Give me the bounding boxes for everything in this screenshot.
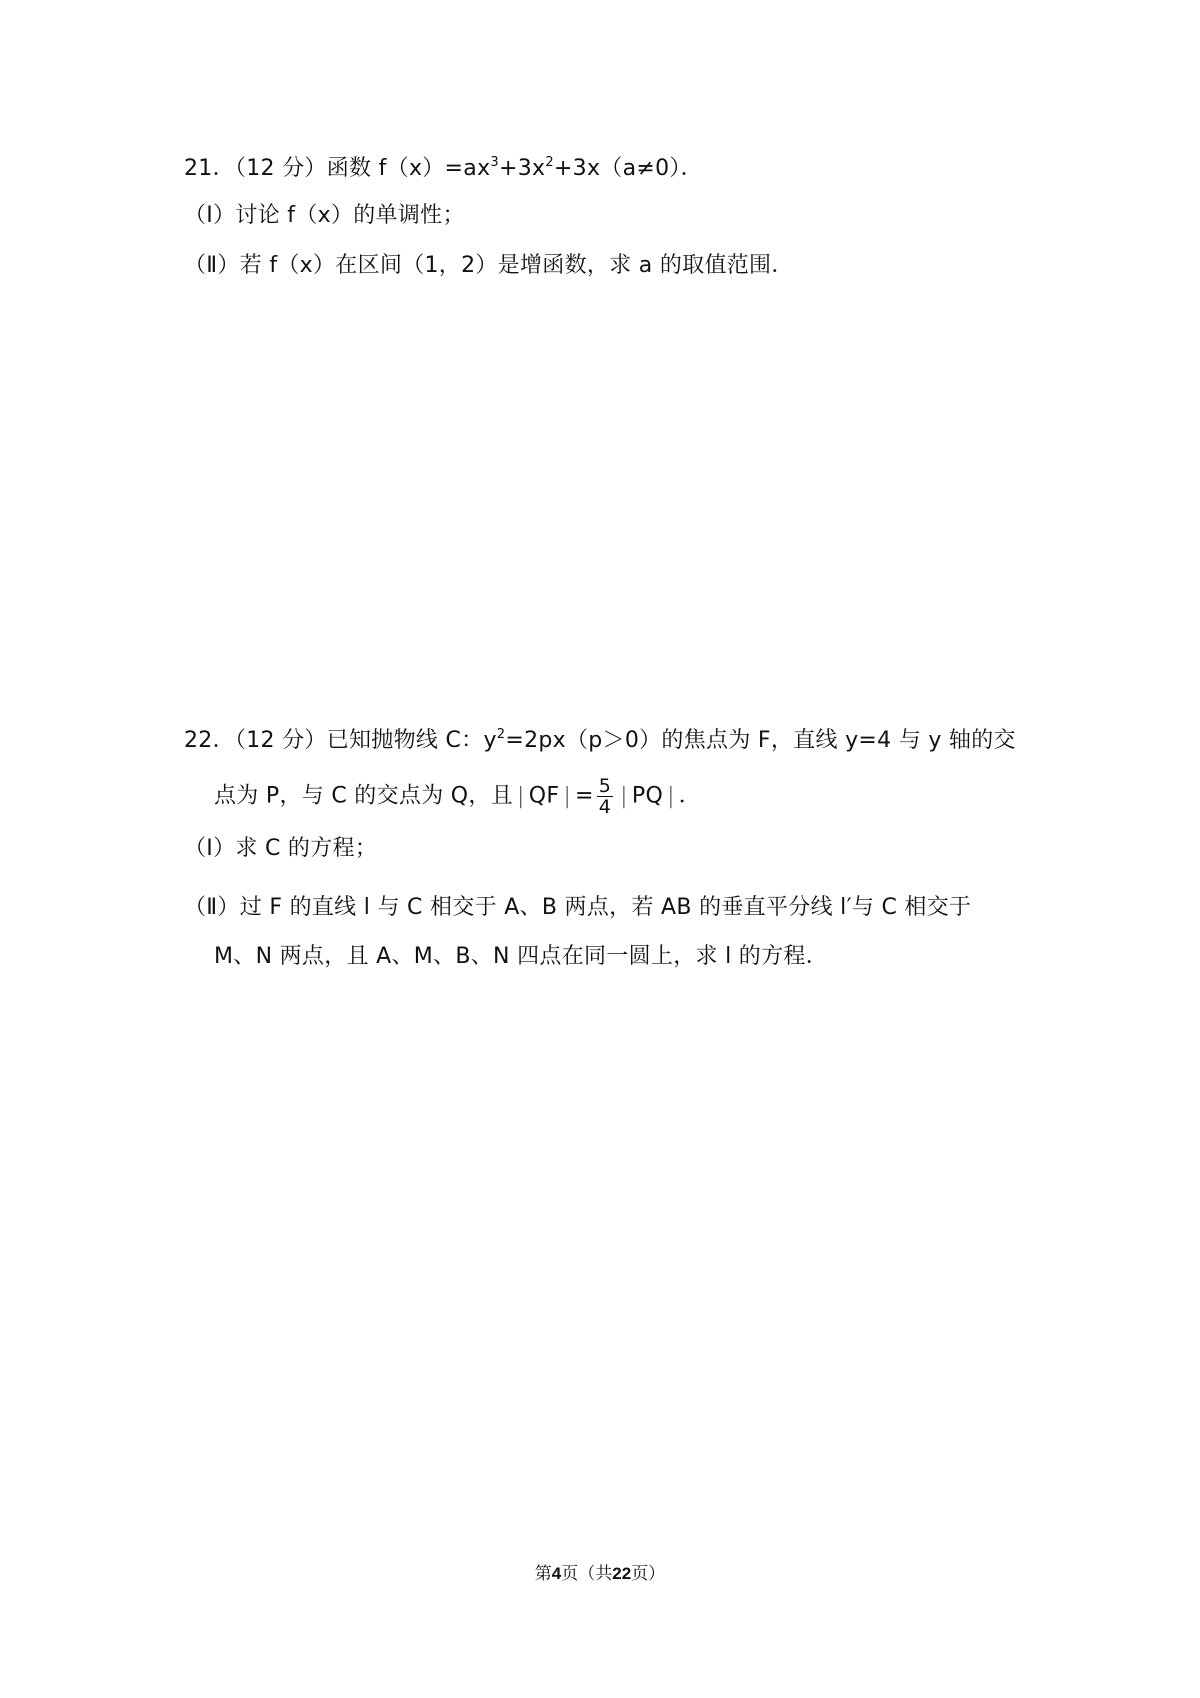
question-number: 21． <box>184 156 235 181</box>
question-22-part-2: （Ⅱ）过 F 的直线 l 与 C 相交于 A、B 两点，若 AB 的垂直平分线 l′与 C 相交于 <box>184 895 972 920</box>
segment-pq: PQ <box>631 783 664 809</box>
abs-bar: | <box>563 783 572 809</box>
abs-bar: | <box>620 783 628 809</box>
stem-text: +3x（a≠0）． <box>553 156 703 181</box>
fraction-numerator: 5 <box>598 775 612 797</box>
equals-sign: = <box>575 783 594 809</box>
question-21-stem <box>184 154 703 184</box>
question-22-stem <box>184 726 1016 756</box>
stem-text: 点为 P，与 C 的交点为 Q，且 <box>214 783 514 809</box>
exponent: 2 <box>496 727 506 742</box>
stem-text: +3x <box>498 156 546 181</box>
question-score: （12 分） <box>234 728 327 753</box>
page-footer <box>0 1562 1200 1586</box>
stem-text: 函数 f（x）=ax <box>326 156 491 181</box>
footer-total-pages: 22 <box>612 1564 632 1583</box>
question-number: 22． <box>184 728 235 753</box>
fraction <box>597 776 613 817</box>
footer-suffix: 页） <box>631 1564 666 1584</box>
question-22-part-2-line-2: M、N 两点，且 A、M、B、N 四点在同一圆上，求 l 的方程． <box>214 944 828 969</box>
question-score: （12 分） <box>234 156 327 181</box>
question-21-part-1: （Ⅰ）讨论 f（x）的单调性； <box>184 203 465 228</box>
stem-text: ． <box>678 783 702 809</box>
fraction-denominator: 4 <box>598 796 612 818</box>
footer-page-number: 4 <box>551 1564 562 1583</box>
stem-text: =2px（p＞0）的焦点为 F，直线 y=4 与 y 轴的交 <box>505 728 1016 753</box>
footer-prefix: 第 <box>534 1564 552 1584</box>
abs-bar: | <box>667 783 675 809</box>
question-22-part-1: （Ⅰ）求 C 的方程； <box>184 836 378 861</box>
stem-text: 已知抛物线 C：y <box>326 728 497 753</box>
question-21-part-2: （Ⅱ）若 f（x）在区间（1，2）是增函数，求 a 的取值范围． <box>184 253 794 278</box>
segment-qf: QF <box>528 783 560 809</box>
question-22-stem-line-2 <box>214 776 701 817</box>
exponent: 3 <box>490 155 499 170</box>
footer-middle: 页（共 <box>561 1564 613 1584</box>
abs-bar: | <box>517 783 525 809</box>
exponent: 2 <box>545 155 554 170</box>
